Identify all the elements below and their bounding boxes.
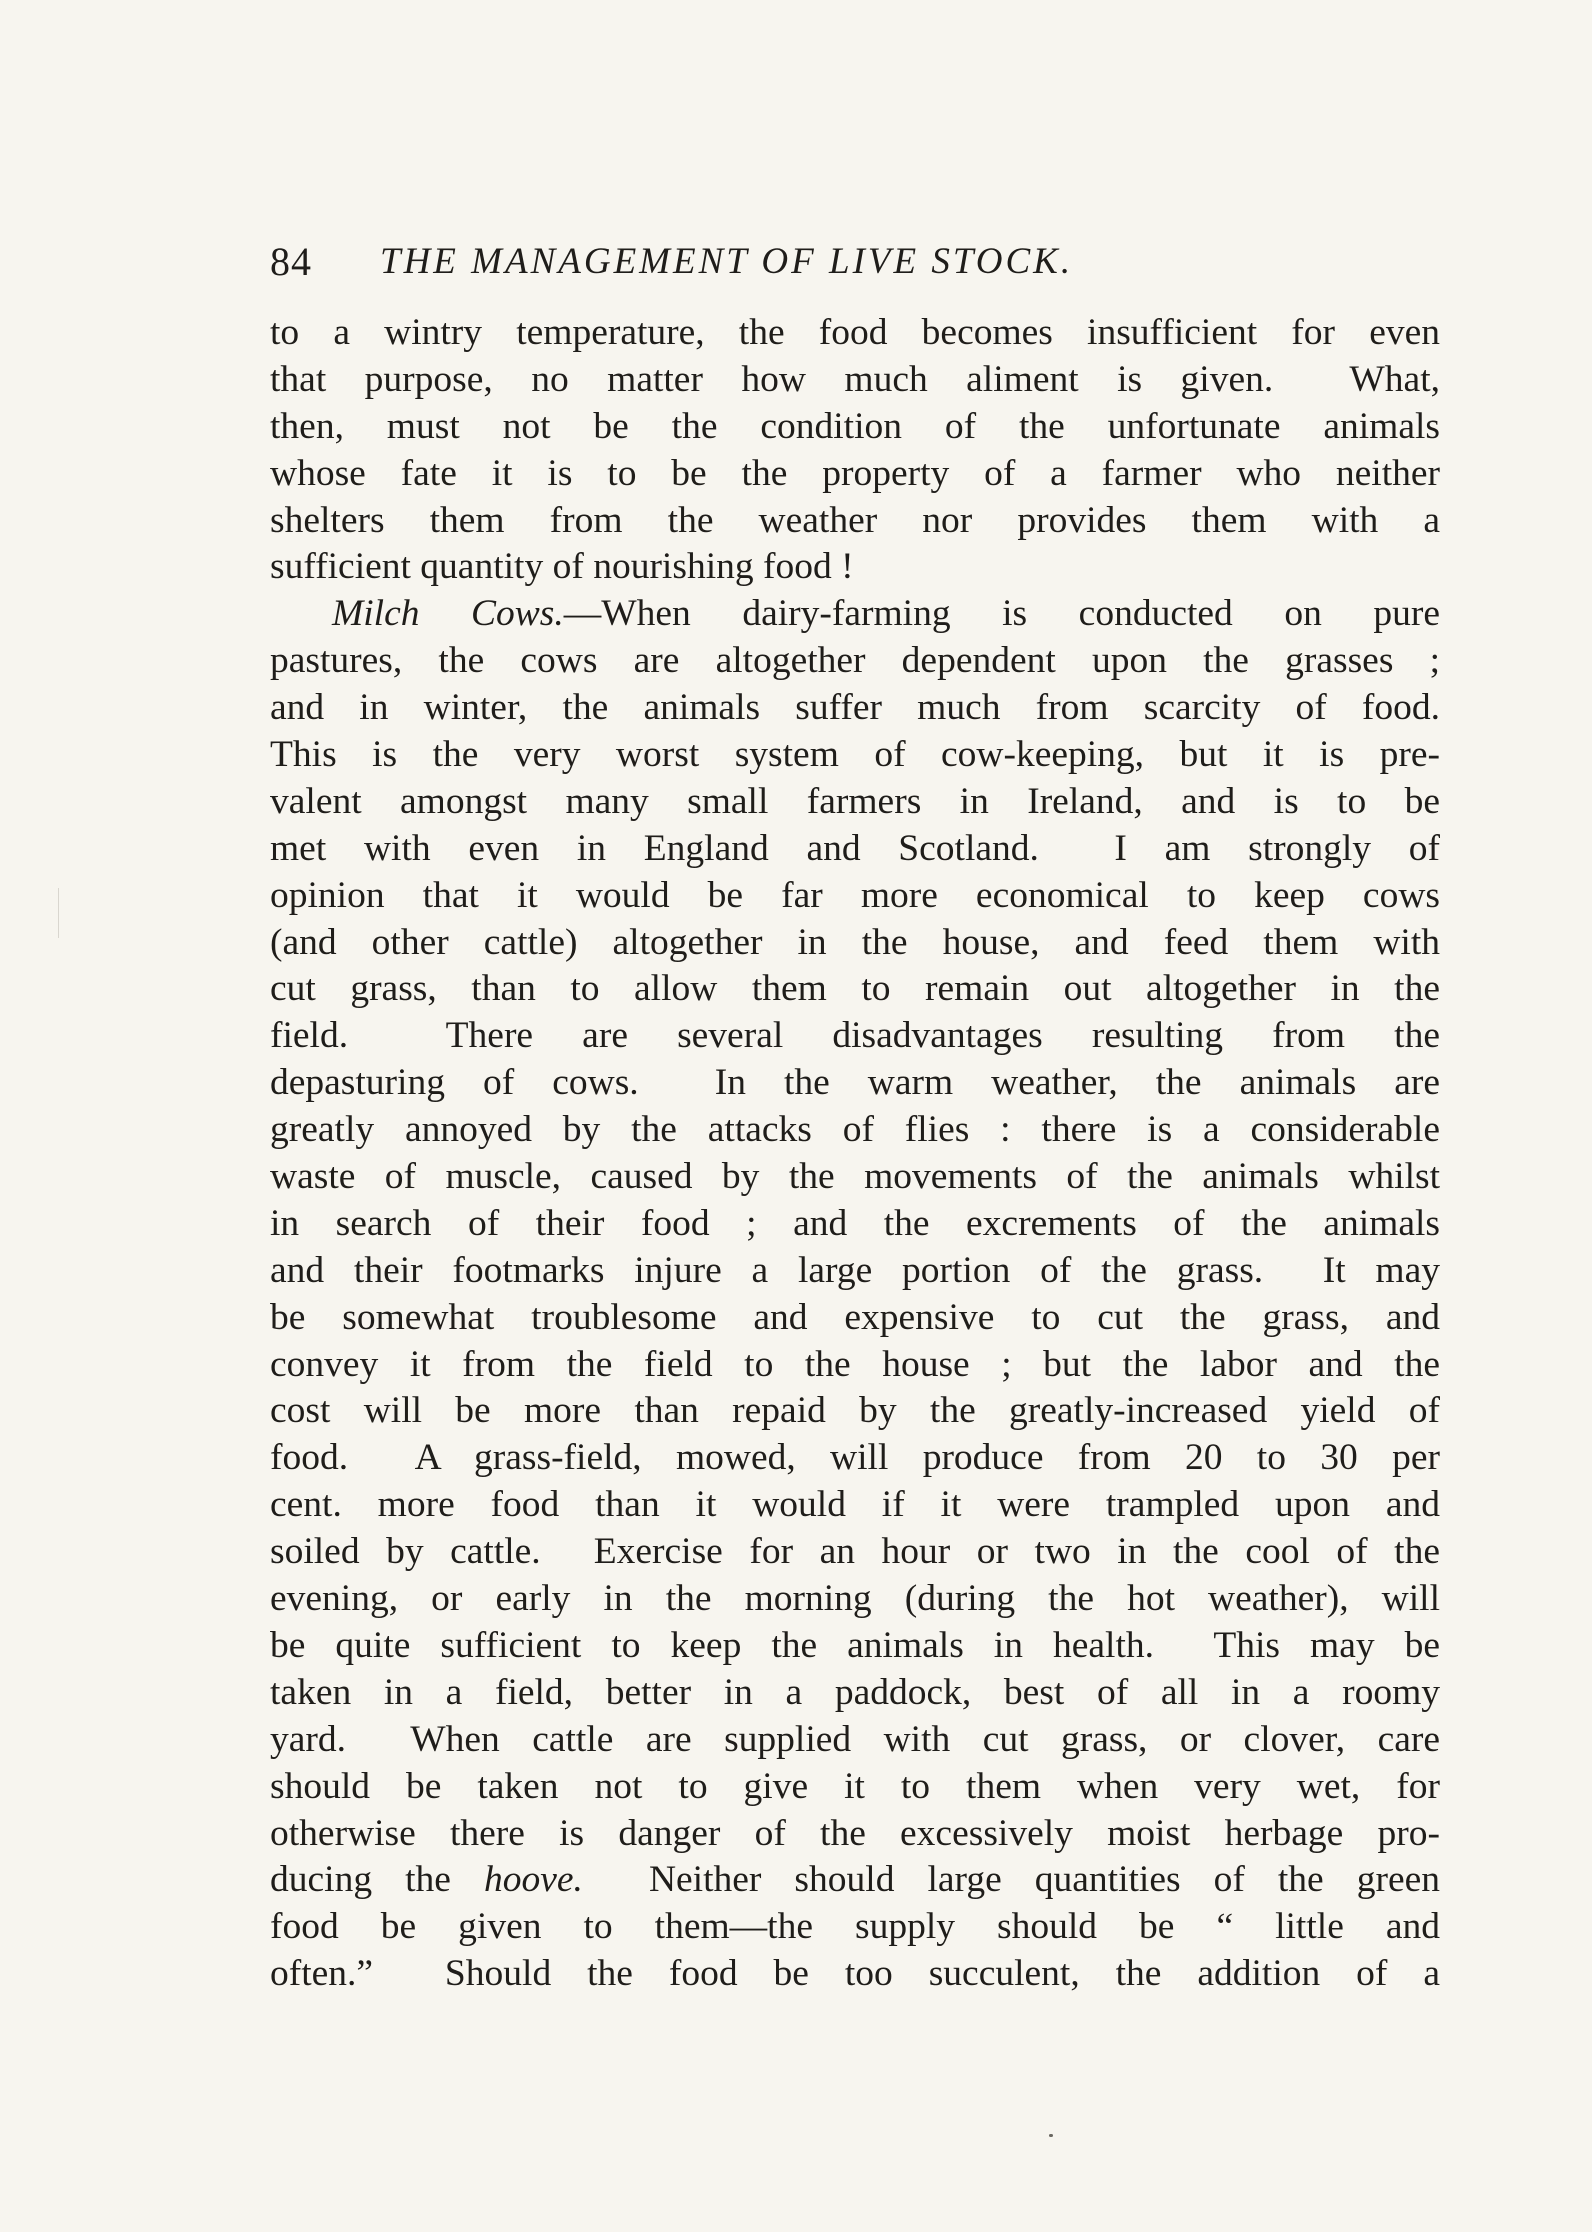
text-span (583, 1859, 649, 1900)
text-line: be quite sufficient to keep the animals in health. This may be (270, 1624, 1440, 1666)
text-line: soiled by cattle. Exercise for an hour or two in the cool of the (270, 1531, 1440, 1573)
page-header (270, 232, 1440, 292)
text-line: convey it from the field to the house ; but the labor and the (270, 1343, 1440, 1385)
text-line: valent amongst many small farmers in Ireland, and is to be (270, 780, 1440, 822)
text-line: to a wintry temperature, the food becomes insufficient for even (270, 312, 1440, 353)
text-line: cut grass, than to allow them to remain out altogether in the (270, 968, 1440, 1010)
text-line: and in winter, the animals suffer much from scarcity of food. (270, 687, 1440, 729)
text-line: yard. When cattle are supplied with cut grass, or clover, care (270, 1718, 1440, 1760)
text-line-with-italic (270, 1857, 1440, 1904)
text-line: field. There are several disadvantages resulting from the (270, 1015, 1440, 1057)
text-line: whose fate it is to be the property of a farmer who neither (270, 452, 1440, 494)
text-line: then, must not be the condition of the unfortunate animals (270, 405, 1440, 447)
paragraph-start-line (270, 591, 1440, 638)
text-line: be somewhat troublesome and expensive to cut the grass, and (270, 1296, 1440, 1338)
text-line: cent. more food than it would if it were trampled upon and (270, 1484, 1440, 1526)
text-line: often.” Should the food be too succulent, the addition of a (270, 1953, 1440, 1995)
body-text (270, 310, 1440, 1998)
italic-term-hoove: hoove. (483, 1859, 583, 1901)
text-line: opinion that it would be far more economical to keep cows (270, 874, 1440, 916)
text-line: met with even in England and Scotland. I am strongly of (270, 827, 1440, 869)
text-span: —When dairy-farming is conducted on pure (563, 593, 1440, 635)
text-span: ducing the (270, 1859, 484, 1901)
text-line: taken in a field, better in a paddock, best of all in a roomy (270, 1671, 1440, 1713)
text-line: cost will be more than repaid by the greatly-increased yield of (270, 1390, 1440, 1432)
text-line: pastures, the cows are altogether dependent upon the grasses ; (270, 640, 1440, 682)
text-span: Neither should large quantities of the green (648, 1859, 1440, 1901)
scan-margin-mark (58, 888, 59, 938)
text-line: This is the very worst system of cow-keeping, but it is pre- (270, 734, 1440, 776)
text-line: shelters them from the weather nor provides them with a (270, 499, 1440, 541)
running-title: THE MANAGEMENT OF LIVE STOCK. (380, 241, 1074, 282)
text-line: sufficient quantity of nourishing food ! (270, 546, 854, 588)
text-line: food be given to them—the supply should be “ little and (270, 1906, 1440, 1948)
text-line: greatly annoyed by the attacks of flies : there is a considerable (270, 1109, 1440, 1151)
scan-speck (1049, 2134, 1053, 2137)
text-line: food. A grass-field, mowed, will produce from 20 to 30 per (270, 1437, 1440, 1479)
text-line: depasturing of cows. In the warm weather, the animals are (270, 1062, 1440, 1104)
page-number: 84 (270, 239, 312, 284)
section-heading-milch-cows: Milch Cows. (332, 593, 564, 635)
text-line: otherwise there is danger of the excessively moist herbage pro- (270, 1812, 1440, 1854)
text-line: and their footmarks injure a large portion of the grass. It may (270, 1249, 1440, 1291)
text-line: in search of their food ; and the excrements of the animals (270, 1202, 1440, 1244)
text-line: should be taken not to give it to them when very wet, for (270, 1765, 1440, 1807)
text-line: waste of muscle, caused by the movements of the animals whilst (270, 1156, 1440, 1198)
text-line: evening, or early in the morning (during the hot weather), will (270, 1578, 1440, 1620)
text-line: (and other cattle) altogether in the house, and feed them with (270, 921, 1440, 963)
text-line: that purpose, no matter how much aliment is given. What, (270, 358, 1440, 400)
